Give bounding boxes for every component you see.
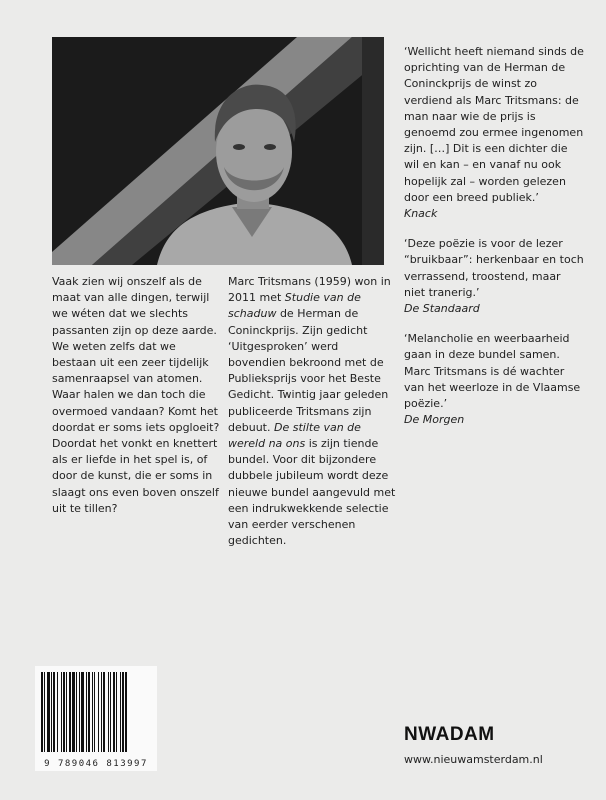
bio-title-2: De stilte van de wereld na ons [228,420,361,451]
quote-text: ‘Deze poëzie is voor de lezer “bruikbaar”: herkenbaar en toch verrassend, troostend, maar niet tranerig.’ [404,237,584,299]
quote-source: De Standaard [404,302,480,316]
isbn-barcode [35,666,157,771]
quote-source: Knack [404,207,438,221]
bio-text-2: de Herman de Coninckprijs. Zijn gedicht ‘Uitgesproken’ werd bovendien bekroond met de Publieksprijs voor het Beste Gedicht. Twintig jaar geleden publiceerde Tritsmans zijn debuut. [228,307,389,434]
bio-text-3: is zijn tiende bundel. Voor dit bijzondere dubbele jubileum wordt deze nieuwe bundel aangevuld met een indrukwekkende selectie van eerder verschenen gedichten. [228,437,396,548]
review-quote [404,44,584,222]
quote-text: ‘Melancholie en weerbaarheid gaan in deze bundel samen. Marc Tritsmans is dé wachter van het weerloze in de Vlaamse poëzie.’ [404,332,581,411]
blurb-column [52,274,222,517]
review-quote [404,331,584,428]
author-photo-illustration [52,37,384,265]
author-bio-column [228,274,398,549]
review-quote [404,236,584,317]
bio-title-1: Studie van de schaduw [228,291,361,321]
blurb-text: Vaak zien wij onszelf als de maat van alle dingen, terwijl we wéten dat we slechts passanten zijn op deze aarde. We weten zelfs dat we bestaan uit een zeer tijdelijk samenraapsel van atomen. Waar halen we dan toch die overmoed vandaan? Komt het doordat er soms iets opgloeit? Doordat het vonkt en knettert als er liefde in het spel is, of door de kunst, die er soms in slaagt ons even boven onszelf uit te tillen? [52,275,220,515]
author-photo [52,37,384,265]
review-quotes-column [404,44,584,442]
quote-source: De Morgen [404,413,465,427]
isbn-number: 9 789046 813997 [44,759,148,769]
bio-text-1: Marc Tritsmans (1959) won in 2011 met [228,275,391,305]
barcode-bars [41,672,151,752]
publisher-website: www.nieuwamsterdam.nl [404,753,543,766]
quote-text: ‘Wellicht heeft niemand sinds de oprichting van de Herman de Coninckprijs de winst zo verdiend als Marc Tritsmans: de man naar wie de prijs is genoemd zou ermee ingenomen zijn. […] Dit is een dichter die wil en kan – en vanaf nu ook hopelijk zal – worden gelezen door een breed publiek.’ [404,45,584,204]
author-bio [228,274,398,549]
publisher-logo: NWADAM [404,724,495,745]
